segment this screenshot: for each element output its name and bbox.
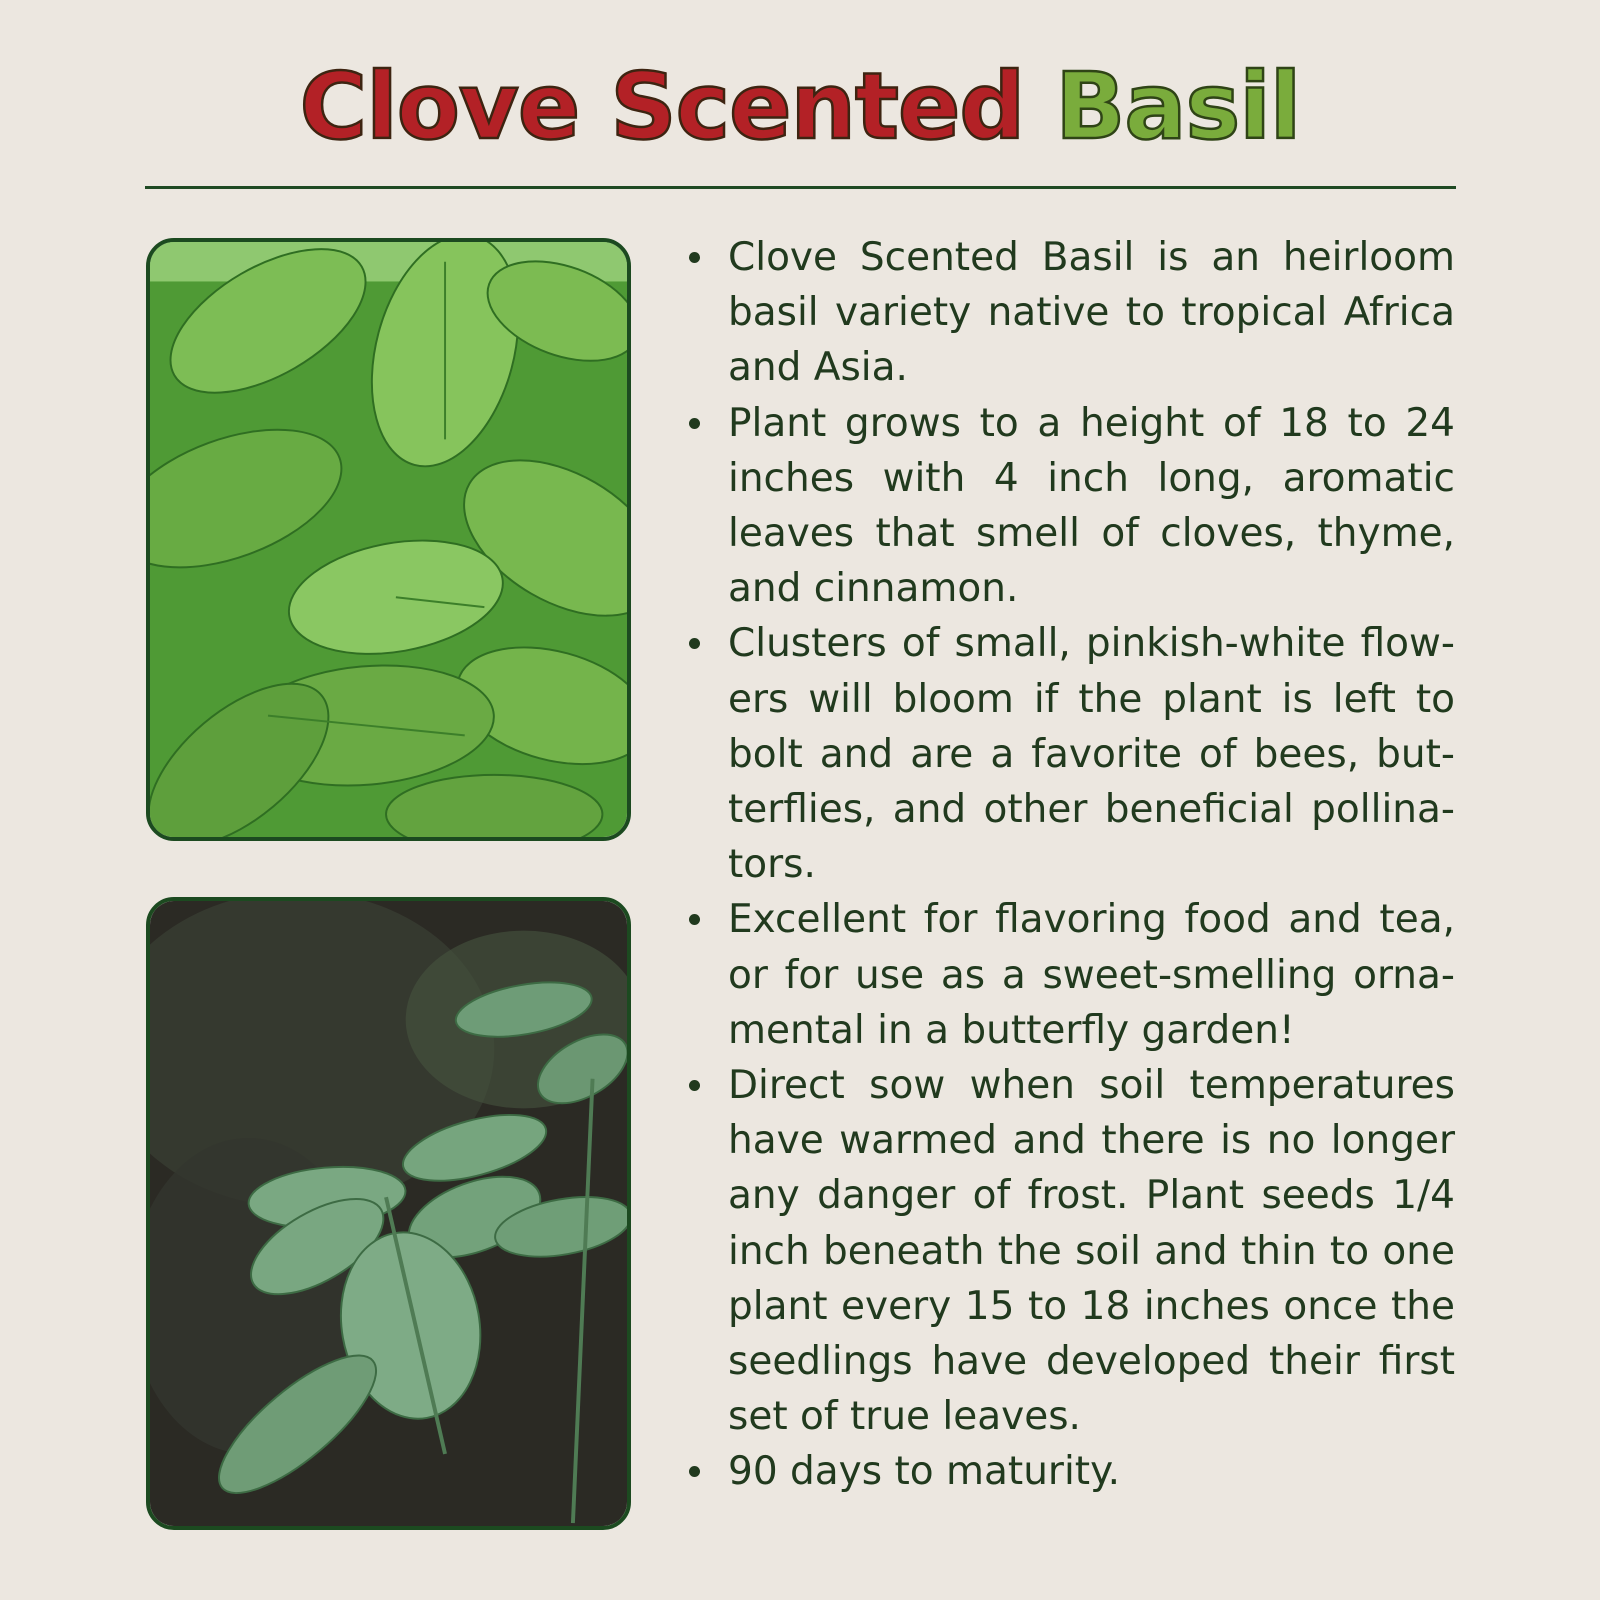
basil-foliage-photo (146, 238, 631, 841)
bullet-dot (689, 638, 700, 649)
title-divider (145, 186, 1456, 189)
page-title (0, 52, 1600, 162)
title-part-green: Basil (1055, 53, 1301, 160)
list-item-text: Excellent for flavoring food and tea, or for use as a sweet-smelling ornamental in a butterfly garden! (728, 897, 1455, 1053)
list-item-text: 90 days to maturity. (728, 1449, 1120, 1495)
list-item-text: Direct sow when soil temperatures have warmed and there is no longer any danger of frost. Plant seeds 1/4 inch beneath the soil and thin to one plant every 15 to 18 inches once the seedlings have developed their first set of true leaves. (728, 1063, 1455, 1440)
bullet-dot (689, 1080, 700, 1091)
title-part-red: Clove Scented (299, 53, 1025, 160)
list-item (682, 1058, 1455, 1444)
list-item-text: Clove Scented Basil is an heirloom basil variety native to tropical Africa and Asia. (728, 235, 1455, 391)
list-item (682, 1444, 1455, 1499)
list-item-text: Plant grows to a height of 18 to 24 inches with 4 inch long, aromatic leaves that smell of cloves, thyme, and cinnamon. (728, 400, 1455, 612)
list-item (682, 396, 1455, 617)
list-item (682, 230, 1455, 396)
list-item-text: Clusters of small, pinkish-white flowers will bloom if the plant is left to bolt and are a favorite of bees, butterflies, and other beneficial pollinators. (728, 621, 1455, 888)
bullet-dot (689, 1466, 700, 1477)
bullet-dot (689, 418, 700, 429)
bullet-dot (689, 252, 700, 263)
list-item (682, 892, 1455, 1058)
bullet-dot (689, 914, 700, 925)
basil-seedling-photo (146, 897, 631, 1530)
description-bullets (682, 230, 1455, 1500)
list-item (682, 616, 1455, 892)
